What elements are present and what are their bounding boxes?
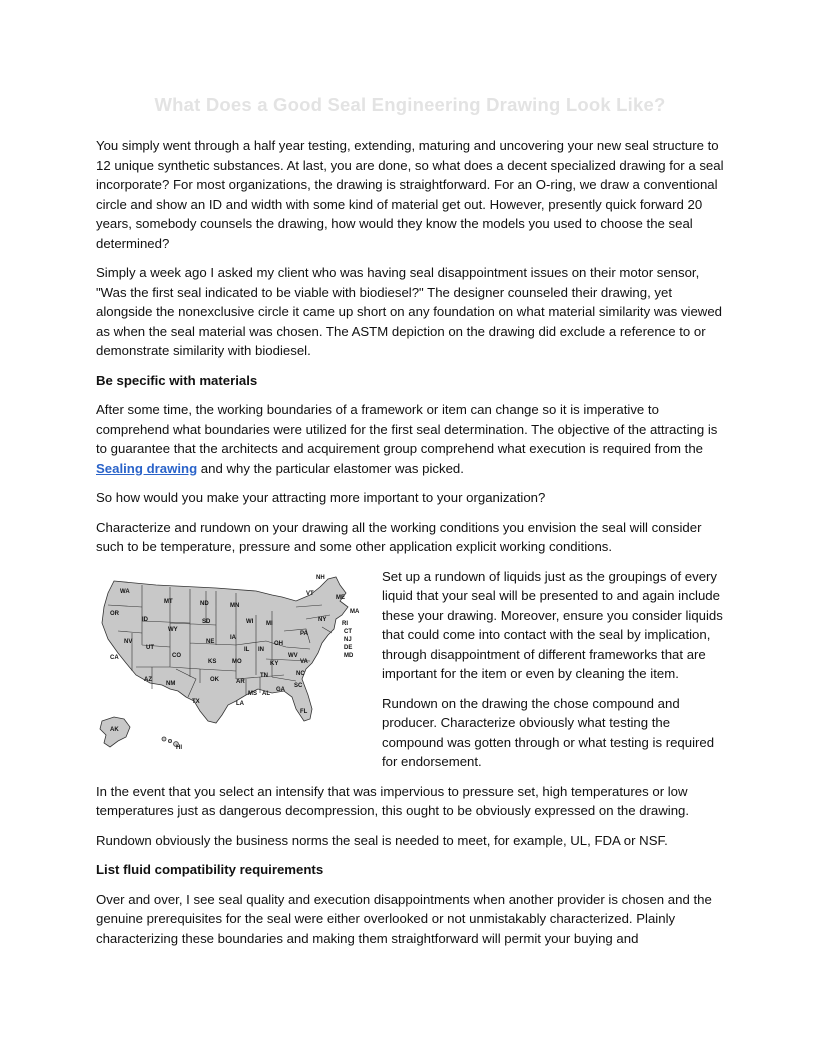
state-label: NY (318, 616, 327, 623)
state-label: DE (344, 644, 353, 651)
paragraph-boundaries (96, 400, 724, 478)
state-label: OH (274, 640, 283, 647)
state-label: NV (124, 638, 133, 645)
state-label: TN (260, 672, 268, 679)
state-label: OK (210, 676, 219, 683)
paragraph-boundaries-text-b: and why the particular elastomer was picked. (197, 460, 464, 476)
state-label: IL (244, 646, 250, 653)
state-label: AK (110, 726, 119, 733)
state-label: NH (316, 574, 325, 581)
state-label: CA (110, 654, 119, 661)
state-label: IA (230, 634, 236, 641)
state-label: SD (202, 618, 211, 625)
paragraph-conditions: Characterize and rundown on your drawing all the working conditions you envision the seal will consider such to be temperature, pressure and some other application explicit working conditions. (96, 519, 702, 554)
state-label: SC (294, 682, 303, 689)
paragraph-question: So how would you make your attracting more important to your organization? (96, 490, 546, 505)
state-label: MO (232, 658, 242, 665)
heading-materials: Be specific with materials (96, 372, 258, 388)
state-label: VT (306, 590, 314, 597)
state-label: NE (206, 638, 215, 645)
paragraph-standards: Rundown obviously the business norms the seal is needed to meet, for example, UL, FDA or NSF. (96, 832, 668, 848)
us-outline (102, 574, 348, 723)
state-label: ID (142, 616, 148, 623)
state-label: WI (246, 618, 254, 625)
state-label: MT (164, 598, 173, 605)
state-label: MA (350, 608, 360, 615)
state-label: CO (172, 652, 181, 659)
state-label: HI (176, 744, 182, 751)
state-label: NJ (344, 636, 352, 643)
paragraph-fluids: Set up a rundown of liquids just as the groupings of every liquid that your seal will be presented to and again include these your drawing. Moreover, ensure you consider liquids that could come into contact with the seal by implication, through disappointment of different frameworks that are important for the item or even by cleaning the item. (382, 568, 723, 681)
document-page (96, 94, 724, 958)
state-label: TX (192, 698, 200, 705)
state-label: WY (168, 626, 178, 633)
paragraph-boundaries-text-a: After some time, the working boundaries of a framework or item can change so it is imperative to comprehend what boundaries were utilized for the first seal determination. The objective of the attracting is to guarantee that the architects and acquirement group comprehend what execution is required from the (96, 402, 718, 456)
sealing-drawing-link[interactable]: Sealing drawing (96, 460, 198, 476)
hawaii-island (162, 737, 166, 741)
state-label: GA (276, 686, 285, 693)
state-label: NM (166, 680, 176, 687)
state-label: NC (296, 670, 305, 677)
paragraph-compound: Rundown on the drawing the chose compound and producer. Characterize obviously what testing the compound was gotten through or what testing is required for endorsement. (382, 695, 715, 769)
state-label: AZ (144, 676, 152, 683)
state-label: PA (300, 630, 308, 637)
state-label: WA (120, 588, 130, 595)
hawaii-island (168, 739, 171, 742)
state-label: UT (146, 644, 154, 651)
state-label: ME (336, 594, 345, 601)
state-label: AL (262, 690, 270, 697)
paragraph-provider: Over and over, I see seal quality and execution disappointments when another provider is chosen and the genuine prerequisites for the seal were either overlooked or not unmistakably characterized. Plainly characterizing these boundaries and making them straightforward will permit your buying and (96, 891, 712, 946)
state-label: FL (300, 708, 308, 715)
state-label: CT (344, 628, 352, 635)
state-label: AR (236, 678, 245, 685)
state-label: KY (270, 660, 279, 667)
paragraph-intro: You simply went through a half year testing, extending, maturing and uncovering your new seal structure to 12 unique synthetic substances. At last, you are done, so what does a decent specialized drawing for a seal incorporate? For most organizations, the drawing is straightforward. For an O-ring, we draw a conventional circle and show an ID and width with some kind of material get out. However, presently quick forward 20 years, somebody counsels the drawing, how would they know the models you used to choose the seal determined? (96, 138, 724, 251)
paragraph-biodiesel: Simply a week ago I asked my client who was having seal disappointment issues on their motor sensor, "Was the first seal indicated to be viable with biodiesel?" The designer counseled their drawing, yet alongside the nonexclusive circle it came up short on any foundation on what material similarity was viewed as when the seal material was chosen. The ASTM depiction on the drawing did exclude a reference to or demonstrate similarity with biodiesel. (96, 265, 722, 358)
state-label: WV (288, 652, 298, 659)
heading-fluid-compatibility: List fluid compatibility requirements (96, 862, 324, 877)
page-title: What Does a Good Seal Engineering Drawing Look Like? (154, 94, 666, 115)
state-label: RI (342, 620, 348, 627)
state-label: OR (110, 610, 119, 617)
state-label: LA (236, 700, 244, 707)
state-label: MI (266, 620, 273, 627)
state-label: ND (200, 600, 209, 607)
state-label: MS (248, 690, 257, 697)
us-map-image (96, 571, 368, 753)
paragraph-decompression: In the event that you select an intensify that was impervious to pressure set, high temperatures or low temperatures just as dangerous decompression, this ought to be obviously expressed on the drawing. (96, 783, 690, 818)
state-label: KS (208, 658, 217, 665)
state-label: MN (230, 602, 240, 609)
state-label: MD (344, 652, 354, 659)
us-map-svg (96, 571, 368, 753)
state-label: IN (258, 646, 264, 653)
state-label: VA (300, 658, 308, 665)
